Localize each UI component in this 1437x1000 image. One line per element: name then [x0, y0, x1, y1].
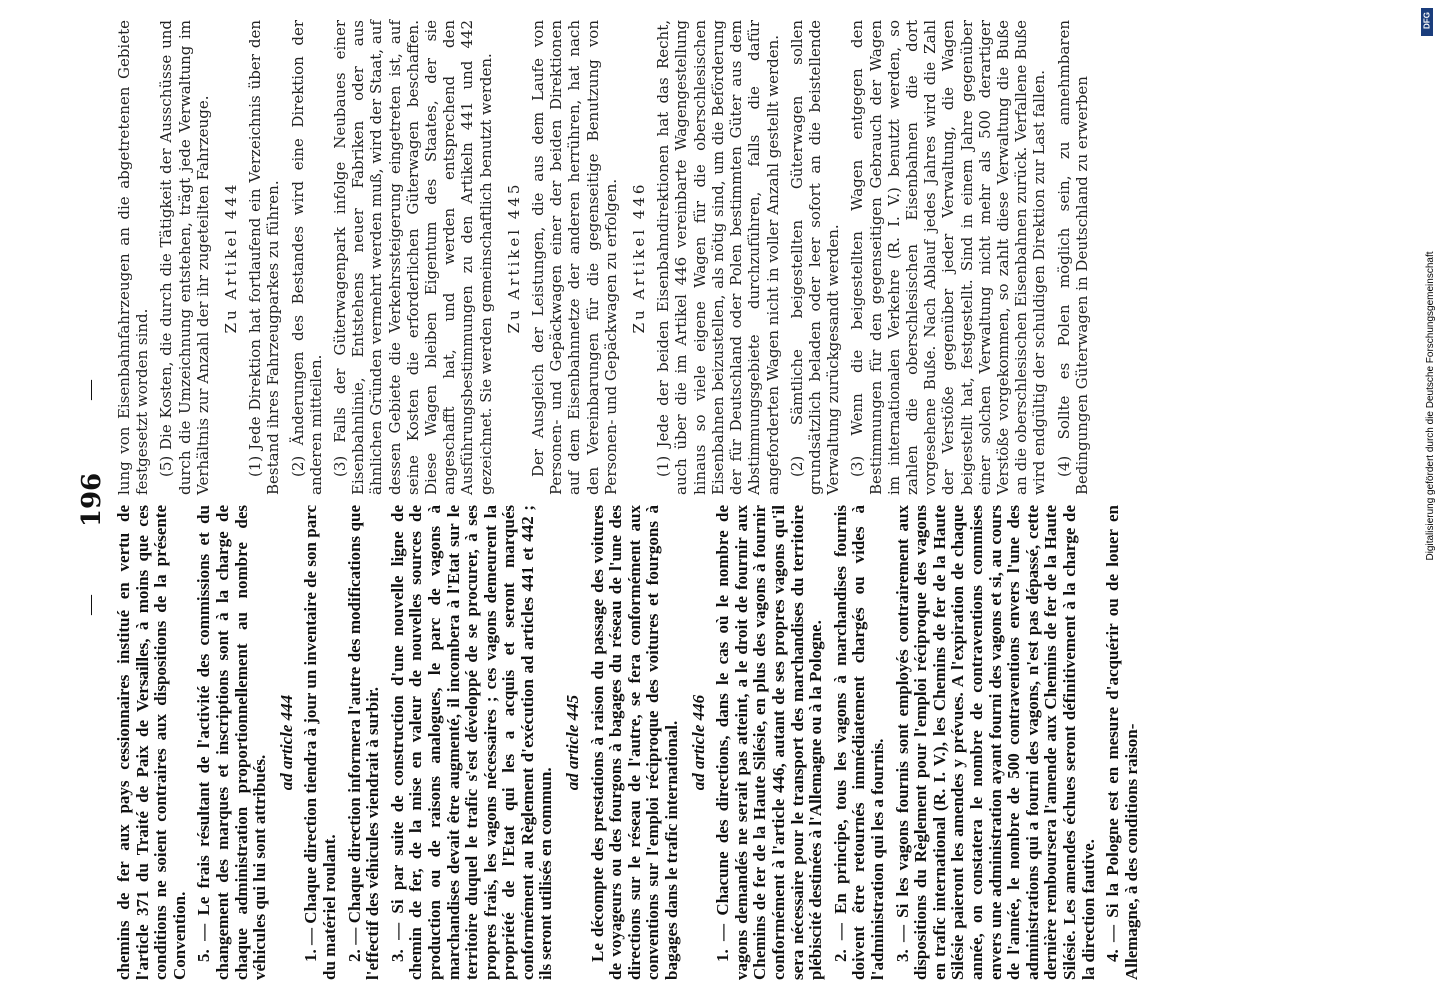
french-column: [115, 505, 1147, 980]
german-article-heading: Zu Artikel 446: [630, 181, 649, 334]
rotated-page: [75, 0, 1375, 1000]
french-article-heading: ad article 446: [688, 694, 708, 791]
french-article-heading: ad article 444: [276, 694, 296, 791]
french-paragraph: 2. — Chaque direction informera l'autre des modifications que l'effectif des véhicules viendrait à surbir.: [344, 505, 383, 980]
german-paragraph: (3) Falls der Güterwagenpark infolge Neubaues einer Eisenbahnlinie, Entstehens neuer Fabriken oder aus ähnlichen Gründen vermehrt werden muß, wird der Staat, auf dessen Gebiete die Verkehrssteigerung eingetreten ist, auf seine Kosten die erforderlichen Güterwagen beschaffen. Diese Wagen bleiben Eigentum des Staates, der sie angeschafft hat, und werden entsprechend den Ausführungsbestimmungen zu den Artikeln 441 und 442 gezeichnet. Sie werden gemeinschaftlich benutzt werden.: [331, 20, 495, 495]
german-paragraph: (2) Änderungen des Bestandes wird eine Direktion der anderen mitteilen.: [288, 20, 325, 495]
digitization-note-text: Digitalisierung gefördert durch die Deutsche Forschungsgemeinschaft: [1425, 251, 1436, 561]
dfg-logo-text: DFG: [1422, 12, 1432, 29]
french-article-heading: ad article 445: [563, 694, 583, 791]
german-paragraph: (5) Die Kosten, die durch die Tätigkeit der Ausschüsse und durch die Umzeichnung entstehen, trägt jede Verwaltung im Verhältnis zur Anzahl der ihr zugeteilten Fahrzeuge.: [157, 20, 212, 495]
german-paragraph: (1) Jede der beiden Eisenbahndirektionen hat das Recht, auch über die im Artikel 446 vereinbarte Wagengestellung hinaus so viele eigene Wagen für die oberschlesischen Eisenbahnen beizustellen, als nötig sind, um die Beförderung der für Deutschland oder Polen bestimmten Güter aus dem Abstimmungsgebiete durchzuführen, falls die dafür angeforderten Wagen nicht in voller Anzahl gestellt werden.: [654, 20, 782, 495]
header-dash-left: —: [79, 595, 101, 615]
german-column: [115, 20, 1097, 495]
page-number: 196: [77, 472, 107, 528]
german-paragraph: (1) Jede Direktion hat fortlaufend ein Verzeichnis über den Bestand ihres Fahrzeugparkes zu führen.: [246, 20, 283, 495]
german-paragraph: Der Ausgleich der Leistungen, die aus dem Laufe von Personen- und Gepäckwagen einer der beiden Direktionen auf dem Eisenbahnnetze der anderen herrühren, hat nach den Vereinbarungen für die gegenseitige Benutzung von Personen- und Gepäckwagen zu erfolgen.: [529, 20, 620, 495]
digitization-note: [1421, 10, 1436, 790]
german-article-heading: Zu Artikel 444: [222, 181, 241, 334]
french-paragraph: 2. — En principe, tous les vagons à marchandises fournis doivent être retournés immédiatement chargés ou vides à l'administration qui les a fournis.: [830, 505, 887, 980]
german-paragraph: lung von Eisenbahnfahrzeugen an die abgetretenen Gebiete festgesetzt worden sind.: [115, 20, 152, 495]
french-paragraph: 5. — Le frais résultant de l'activité des commissions et du changement des marques et inscriptions sont à la charge de chaque administration proportionnellement au nombre des véhicules qui lui sont attribués.: [194, 505, 270, 980]
french-paragraph: Le décompte des prestations à raison du passage des voitures de voyageurs ou des fourgons à bagages du réseau de l'une des directions sur le réseau de l'autre, se fera conformément aux conventions sur l'emploi réciproque des voitures et fourgons à bagages dans le trafic international.: [587, 505, 682, 980]
german-article-heading: Zu Artikel 445: [504, 181, 523, 334]
page-header: [75, 0, 115, 1000]
french-paragraph: chemins de fer aux pays cessionnaires institué en vertu de l'article 371 du Traité de Paix de Versailles, à moins que ces conditions ne soient contraires aux dispositions de la présente Convention.: [114, 505, 189, 980]
german-paragraph: (3) Wenn die beigestellten Wagen entgegen den Bestimmungen für den gegenseitigen Gebrauch der Wagen im internationalen Verkehre (R. I. V.) benutzt werden, so zahlen die oberschlesischen Eisenbahnen die dort vorgesehene Buße. Nach Ablauf jedes Jahres wird die Zahl der Verstöße gegenüber jeder Verwaltung, die Wagen beigestellt hat, festgestellt. Sind in einem Jahre gegenüber einer solchen Verwaltung nicht mehr als 500 derartiger Verstöße vorgekommen, so zahlt diese Verwaltung die Buße an die oberschlesischen Eisenbahnen zurück. Verfallene Buße wird endgültig der schuldigen Direktion zur Last fallen.: [848, 20, 1049, 495]
french-paragraph: 4. — Si la Pologne est en mesure d'acquérir ou de louer en Allemagne, à des conditions raison-: [1103, 505, 1141, 980]
german-paragraph: (4) Sollte es Polen möglich sein, zu annehmbaren Bedingungen Güterwagen in Deutschland zu erwerben: [1054, 20, 1091, 495]
french-paragraph: 1. — Chaque direction tiendra à jour un inventaire de son parc du matériel roulant.: [301, 505, 339, 980]
french-paragraph: 3. — Si les vagons fournis sont employés contrairement aux dispositions du Règlement pour l'emploi réciproque des vagons en trafic international (R. I. V.), les Chemins de fer de la Haute Silésie paieront les amendes y prévues. A l'expiration de chaque année, on constatera le nombre de contraventions commises envers une administration ayant fourni des vagons et si, au cours de l'année, le nombre de 500 contraventions envers l'une des administrations qui a fourni des vagons, n'est pas dépassé, cette dernière remboursera l'amende aux Chemins de fer de la Haute Silésie. Les amendes échues seront définitivement à la charge de la direction fautive.: [892, 505, 1098, 980]
french-paragraph: 3. — Si par suite de construction d'une nouvelle ligne de chemin de fer, de la mise en valeur de nouvelles sources de production ou de raisons analogues, le parc de vagons à marchandises devait être augmenté, il incombera à l'Etat sur le territoire duquel le trafic s'est développé de se procurer, à ses propres frais, les vagons nécessaires ; ces vagons demeurent la propriété de l'Etat qui les a acquis et seront marqués conformément au Règlement d'exécution ad articles 441 et 442 ; ils seront utilisés en commun.: [387, 505, 556, 980]
german-paragraph: (2) Sämtliche beigestellten Güterwagen sollen grundsätzlich beladen oder leer sofort an die beistellende Verwaltung zurückgesandt werden.: [787, 20, 843, 495]
french-paragraph: 1. — Chacune des directions, dans le cas où le nombre de vagons demandés ne serait pas atteint, a le droit de fournir aux Chemins de fer de la Haute Silésie, en plus des vagons à fournir conformément à l'article 446, autant de ses propres vagons qu'il sera nécessaire pour le transport des marchandises du territoire plébiscité destinées à l'Allemagne ou à la Pologne.: [713, 505, 826, 980]
header-dash-right: —: [79, 380, 101, 400]
